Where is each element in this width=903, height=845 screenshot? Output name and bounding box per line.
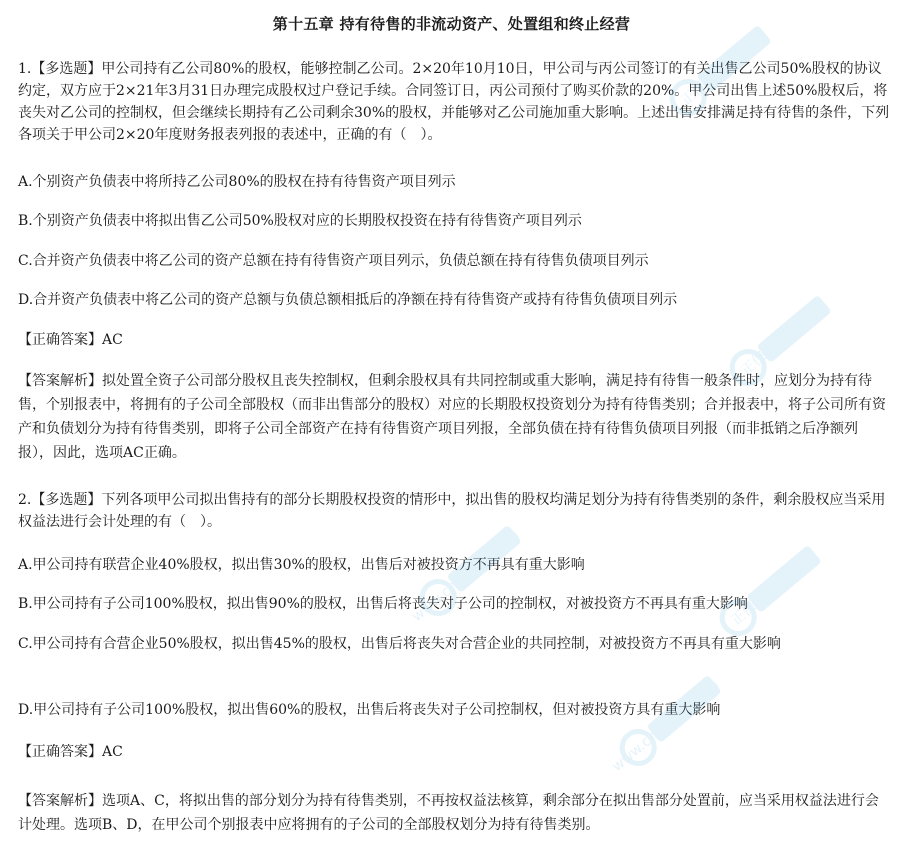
svg-text:正保会计网校: 正保会计网校 [678,42,753,109]
question-1-option-b: B.个别资产负债表中将拟出售乙公司50%股权对应的长期股权投资在持有待售资产项目列示 [18,213,582,229]
question-1-option-c: C.合并资产负债表中将乙公司的资产总额在持有待售资产项目列示，负债总额在持有待售负债项目列示 [18,253,649,269]
question-2-analysis: 【答案解析】选项A、C，将拟出售的部分划分为持有待售类别，不再按权益法核算，剩余部分在拟出售部分处置前，应当采用权益法进行会计处理。选项B、D，在甲公司个别报表中应将拥有的子公司的全部股权划分为持有待售类别。 [18,793,879,833]
question-2-option-d: D.甲公司持有子公司100%股权，拟出售60%的股权，出售后将丧失对子公司控制权，但对被投资方具有重大影响 [18,702,721,718]
chapter-title: 第十五章 持有待售的非流动资产、处置组和终止经营 [272,15,631,33]
question-2-option-b: B.甲公司持有子公司100%股权，拟出售90%的股权，出售后将丧失对子公司的控制权，对被投资方不再具有重大影响 [18,596,748,612]
svg-text:www.chinaacc.com: www.chinaacc.com [409,526,523,625]
question-1-stem: 1.【多选题】甲公司持有乙公司80%的股权，能够控制乙公司。2×20年10月10日，甲公司与丙公司签订的有关出售乙公司50%股权的协议约定，双方应于2×21年3月31日办理完成股权过户登记手续。合同签订日，丙公司预付了购买价款的20%。甲公司出售上述50%股权后，将丧失对乙公司的控制权，但会继续长期持有乙公司剩余30%的股权，并能够对乙公司施加重大影响。上述出售安排满足持有待售的条件，下列各项关于甲公司2×20年度财务报表列报的表述中，正确的有（ ）。 [18,61,890,143]
question-2-option-a: A.甲公司持有联营企业40%股权，拟出售30%的股权，出售后对被投资方不再具有重大影响 [18,557,585,573]
svg-text:正保会计网校: 正保会计网校 [728,562,803,629]
svg-text:www.chinaacc.com: www.chinaacc.com [609,676,723,775]
question-2-stem: 2.【多选题】下列各项甲公司拟出售持有的部分长期股权投资的情形中，拟出售的股权均满足划分为持有待售类别的条件，剩余股权应当采用权益法进行会计处理的有（ ）。 [18,492,886,530]
question-1-analysis: 【答案解析】拟处置全资子公司部分股权且丧失控制权，但剩余股权具有共同控制或重大影响，满足持有待售一般条件时，应划分为持有待售，个别报表中，将拥有的子公司全部股权（而非出售部分的股权）对应的长期股权投资划分为持有待售类别；合并报表中，将子公司所有资产和负债划分为持有待售类别，即将子公司全部资产在持有待售资产项目列报，全部负债在持有待售负债项目列报（而非抵销之后净额列报），因此，选项AC正确。 [18,373,886,461]
question-2-option-c: C.甲公司持有合营企业50%股权，拟出售45%的股权，出售后将丧失对合营企业的共同控制，对被投资方不再具有重大影响 [18,636,781,652]
question-1-option-a: A.个别资产负债表中将所持乙公司80%的股权在持有待售资产项目列示 [18,174,456,190]
question-2-answer: 【正确答案】AC [18,744,123,760]
question-1-option-d: D.合并资产负债表中将乙公司的资产总额与负债总额相抵后的净额在持有待售资产或持有待售负债项目列示 [18,292,678,308]
watermark-logo-icon [590,650,740,800]
question-1-answer: 【正确答案】AC [18,332,123,348]
svg-text:正保会计网校: 正保会计网校 [738,312,813,379]
